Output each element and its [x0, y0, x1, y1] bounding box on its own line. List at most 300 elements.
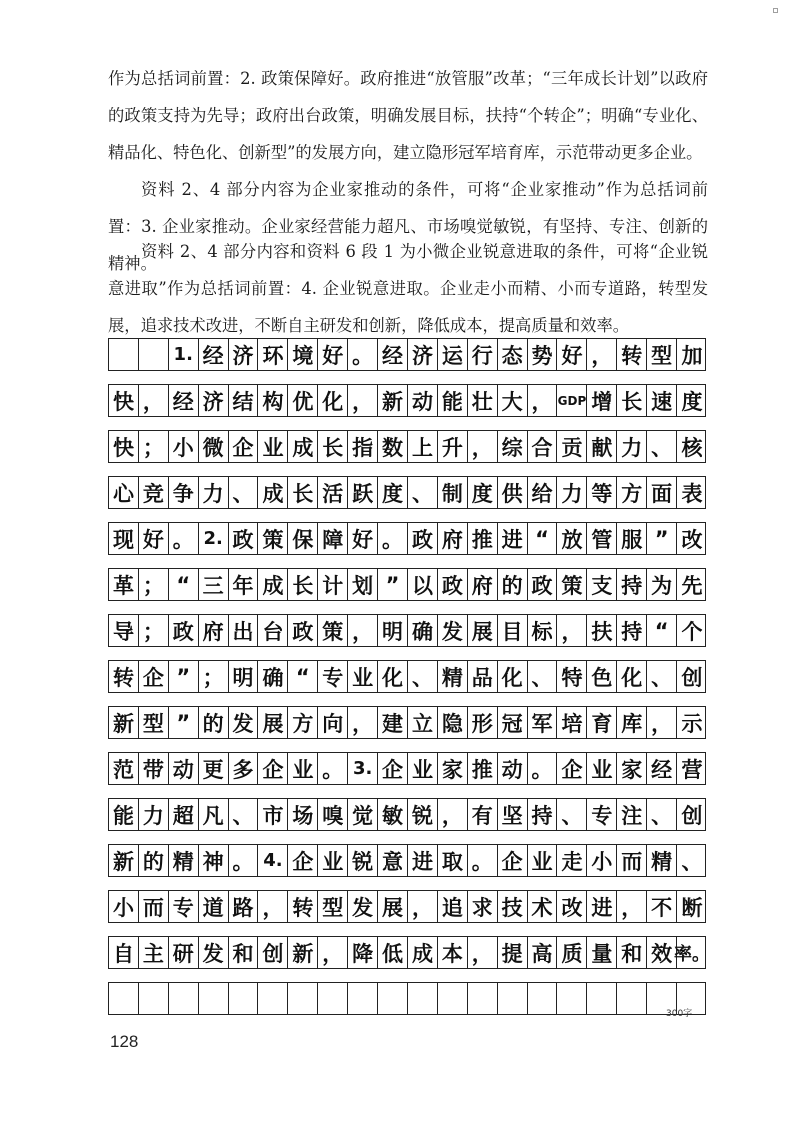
- grid-cell: 服: [617, 523, 647, 554]
- grid-cell: 嗅: [318, 799, 348, 830]
- grid-cell: 冠: [498, 707, 528, 738]
- grid-cell: 带: [139, 753, 169, 784]
- grid-cell: 先: [681, 573, 703, 598]
- grid-cell: 进: [408, 845, 438, 876]
- grid-cell: 方: [288, 707, 318, 738]
- grid-cell: 给: [528, 477, 558, 508]
- grid-cell: 推: [468, 523, 498, 554]
- grid-cell: 改: [558, 891, 588, 922]
- grid-cell: 、: [647, 799, 677, 830]
- grid-cell: 型: [647, 339, 677, 370]
- grid-cell: 好: [348, 523, 378, 554]
- grid-cell: 有: [468, 799, 498, 830]
- grid-cell: 低: [378, 937, 408, 968]
- grid-row: [108, 798, 706, 831]
- paragraph-policy: 作为总括词前置：2. 政策保障好。政府推进“放管服”改革；“三年成长计划”以政府的政策支持为先导；政府出台政策，明确发展目标，扶持“个转企”；明确“专业化、精品化、特色化、创新型”的发展方向，建立隐形冠军培育库，示范带动更多企业。: [108, 69, 708, 162]
- grid-cell: 、: [647, 431, 677, 462]
- grid-cell: 展: [259, 707, 289, 738]
- grid-cell: ；: [139, 615, 169, 646]
- grid-cell: 改: [681, 527, 703, 552]
- grid-cell: 业: [528, 845, 558, 876]
- grid-cell: 专: [318, 661, 348, 692]
- grid-cell: 策: [259, 523, 289, 554]
- grid-cell: ，: [468, 431, 498, 462]
- grid-cell: “: [169, 569, 199, 600]
- grid-cell: 经: [199, 339, 229, 370]
- grid-cell: 企: [558, 753, 588, 784]
- grid-cell: 政: [438, 569, 468, 600]
- grid-cell: [318, 983, 348, 1014]
- grid-cell: 型: [139, 707, 169, 738]
- grid-cell: 三: [199, 569, 229, 600]
- grid-cell: 而: [617, 845, 647, 876]
- grid-cell: 现: [109, 523, 139, 554]
- grid-cell: 意: [378, 845, 408, 876]
- grid-cell: 年: [229, 569, 259, 600]
- grid-cell: 企: [139, 661, 169, 692]
- grid-cell: 神: [199, 845, 229, 876]
- grid-cell: 化: [498, 661, 528, 692]
- grid-cell: 成: [259, 477, 289, 508]
- grid-row: [108, 936, 711, 969]
- grid-cell: 本: [438, 937, 468, 968]
- grid-cell: 活: [318, 477, 348, 508]
- grid-row: [108, 752, 706, 785]
- grid-cell: 企: [229, 431, 259, 462]
- grid-cell: 济: [408, 339, 438, 370]
- grid-cell: 化: [318, 385, 348, 416]
- grid-cell: 标: [528, 615, 558, 646]
- grid-cell: 划: [348, 569, 378, 600]
- grid-cell: 动: [408, 385, 438, 416]
- grid-row: [108, 384, 706, 417]
- grid-cell: 政: [408, 523, 438, 554]
- grid-cell: [498, 983, 528, 1014]
- grid-cell: 范: [109, 753, 139, 784]
- grid-cell: 1.: [169, 339, 199, 370]
- grid-cell: 高: [528, 937, 558, 968]
- grid-cell: [199, 983, 229, 1014]
- grid-cell: 争: [169, 477, 199, 508]
- grid-cell: 境: [288, 339, 318, 370]
- grid-cell: 业: [318, 845, 348, 876]
- grid-cell: 、: [408, 661, 438, 692]
- grid-cell: 建: [378, 707, 408, 738]
- grid-cell: 创: [681, 803, 703, 828]
- grid-cell: 导: [109, 615, 139, 646]
- grid-cell: 展: [378, 891, 408, 922]
- grid-cell: 敏: [378, 799, 408, 830]
- grid-cell: ，: [558, 615, 588, 646]
- grid-cell: 隐: [438, 707, 468, 738]
- grid-cell: 表: [681, 481, 703, 506]
- grid-row: [108, 522, 706, 555]
- grid-cell: 指: [348, 431, 378, 462]
- grid-cell: 障: [318, 523, 348, 554]
- grid-cell: ，: [348, 615, 378, 646]
- grid-cell: 放: [558, 523, 588, 554]
- grid-cell: 环: [259, 339, 289, 370]
- grid-cell: 动: [498, 753, 528, 784]
- grid-cell: 行: [468, 339, 498, 370]
- grid-cell: 长: [288, 477, 318, 508]
- grid-cell: 专: [169, 891, 199, 922]
- grid-cell: [468, 983, 498, 1014]
- grid-row: [108, 890, 706, 923]
- grid-cell: ；: [199, 661, 229, 692]
- grid-cell: 色: [587, 661, 617, 692]
- grid-cell: ，: [259, 891, 289, 922]
- grid-cell: 技: [498, 891, 528, 922]
- grid-cell: 力: [139, 799, 169, 830]
- grid-cell: 大: [498, 385, 528, 416]
- grid-cell: 小: [169, 431, 199, 462]
- grid-cell: 好: [318, 339, 348, 370]
- grid-cell: 府: [438, 523, 468, 554]
- word-count-label: 300字: [666, 1009, 693, 1019]
- grid-cell: 向: [318, 707, 348, 738]
- grid-cell: GDP: [558, 385, 588, 416]
- grid-cell: 能: [109, 799, 139, 830]
- grid-cell: “: [528, 523, 558, 554]
- grid-cell: 锐: [348, 845, 378, 876]
- grid-cell: ，: [587, 339, 617, 370]
- grid-cell: [438, 983, 468, 1014]
- grid-cell: 贡: [558, 431, 588, 462]
- grid-cell: 品: [468, 661, 498, 692]
- grid-cell: 转: [617, 339, 647, 370]
- grid-cell: ，: [528, 385, 558, 416]
- grid-cell: 。: [229, 845, 259, 876]
- grid-cell: 营: [681, 757, 703, 782]
- grid-cell: 成: [259, 569, 289, 600]
- grid-cell: 质: [558, 937, 588, 968]
- grid-cell: 、: [528, 661, 558, 692]
- grid-cell: 路: [229, 891, 259, 922]
- grid-cell: ，: [647, 707, 677, 738]
- grid-cell: 个: [681, 619, 703, 644]
- grid-cell: 力: [558, 477, 588, 508]
- grid-cell: 优: [288, 385, 318, 416]
- grid-cell: 出: [229, 615, 259, 646]
- grid-cell: 的: [199, 707, 229, 738]
- grid-cell: 上: [408, 431, 438, 462]
- paragraph-entrepreneur: 资料 2、4 部分内容为企业家推动的条件，可将“企业家推动”作为总括词前置：3. 企业家推动。企业家经营能力超凡、市场嗅觉敏锐，有坚持、专注、创新的精神。: [108, 180, 708, 273]
- grid-cell: 精: [647, 845, 677, 876]
- grid-cell: 政: [229, 523, 259, 554]
- grid-cell: [348, 983, 378, 1014]
- grid-cell: 企: [378, 753, 408, 784]
- grid-cell: ，: [468, 937, 498, 968]
- grid-cell: 家: [438, 753, 468, 784]
- grid-cell: “: [288, 661, 318, 692]
- grid-cell: 库: [617, 707, 647, 738]
- grid-cell: 新: [378, 385, 408, 416]
- grid-cell: 、: [229, 799, 259, 830]
- grid-cell: 业: [348, 661, 378, 692]
- grid-cell: 发: [438, 615, 468, 646]
- grid-cell: 势: [528, 339, 558, 370]
- grid-row: [108, 614, 706, 647]
- grid-cell: 持: [617, 615, 647, 646]
- grid-cell: 革: [109, 569, 139, 600]
- grid-cell: 、: [681, 849, 703, 874]
- grid-cell: 追: [438, 891, 468, 922]
- grid-cell: 好: [558, 339, 588, 370]
- grid-cell: 。: [528, 753, 558, 784]
- grid-cell: 新: [109, 707, 139, 738]
- grid-cell: 竞: [139, 477, 169, 508]
- grid-cell: 合: [528, 431, 558, 462]
- grid-cell: ”: [378, 569, 408, 600]
- page-number: 128: [110, 1032, 139, 1051]
- grid-cell: ；: [139, 569, 169, 600]
- grid-cell: 凡: [199, 799, 229, 830]
- grid-cell: 业: [288, 753, 318, 784]
- grid-row: [108, 982, 706, 1015]
- grid-cell: 方: [617, 477, 647, 508]
- grid-cell: 府: [468, 569, 498, 600]
- grid-cell: 度: [681, 389, 703, 414]
- grid-cell: 计: [318, 569, 348, 600]
- grid-cell: 经: [169, 385, 199, 416]
- grid-cell: [558, 983, 588, 1014]
- grid-cell: 管: [587, 523, 617, 554]
- grid-cell: 业: [587, 753, 617, 784]
- grid-cell: 转: [109, 661, 139, 692]
- grid-cell: 构: [259, 385, 289, 416]
- grid-cell: 自: [109, 937, 139, 968]
- grid-cell: 效: [647, 937, 677, 968]
- grid-cell: 运: [438, 339, 468, 370]
- grid-cell: 度: [378, 477, 408, 508]
- grid-row: [108, 476, 706, 509]
- grid-cell: 走: [558, 845, 588, 876]
- grid-cell: 超: [169, 799, 199, 830]
- grid-cell: 多: [229, 753, 259, 784]
- grid-cell: 支: [587, 569, 617, 600]
- grid-cell: 。: [378, 523, 408, 554]
- grid-cell: 献: [587, 431, 617, 462]
- grid-cell: 济: [229, 339, 259, 370]
- grid-cell: ；: [139, 431, 169, 462]
- grid-cell: 府: [199, 615, 229, 646]
- grid-cell: 立: [408, 707, 438, 738]
- grid-cell: 发: [348, 891, 378, 922]
- grid-cell: [109, 339, 139, 370]
- grid-cell: 明: [229, 661, 259, 692]
- grid-row: [108, 430, 706, 463]
- grid-cell: [587, 983, 617, 1014]
- grid-cell: 微: [199, 431, 229, 462]
- grid-cell: 企: [498, 845, 528, 876]
- grid-cell: 型: [318, 891, 348, 922]
- grid-cell: 确: [408, 615, 438, 646]
- grid-cell: 化: [617, 661, 647, 692]
- grid-cell: 示: [681, 711, 703, 736]
- grid-cell: 业: [259, 431, 289, 462]
- grid-cell: 心: [109, 477, 139, 508]
- grid-row: [108, 338, 706, 371]
- grid-cell: 不: [647, 891, 677, 922]
- grid-cell: [408, 983, 438, 1014]
- grid-cell: 扶: [587, 615, 617, 646]
- grid-cell: 长: [288, 569, 318, 600]
- grid-cell: 而: [139, 891, 169, 922]
- corner-mark-icon: [773, 8, 778, 13]
- grid-cell: 4.: [259, 845, 289, 876]
- grid-cell: ，: [348, 385, 378, 416]
- grid-row: [108, 706, 706, 739]
- grid-cell: 升: [438, 431, 468, 462]
- grid-cell: 精: [169, 845, 199, 876]
- grid-cell: 育: [587, 707, 617, 738]
- grid-cell: 企: [259, 753, 289, 784]
- grid-cell: 明: [378, 615, 408, 646]
- grid-cell: 台: [259, 615, 289, 646]
- grid-cell: 发: [199, 937, 229, 968]
- answer-grid: [108, 338, 711, 1028]
- grid-cell: 、: [558, 799, 588, 830]
- grid-cell: ，: [408, 891, 438, 922]
- grid-cell: 坚: [498, 799, 528, 830]
- grid-cell: [139, 983, 169, 1014]
- grid-cell: [528, 983, 558, 1014]
- grid-cell: 注: [617, 799, 647, 830]
- grid-cell: 率。: [674, 943, 711, 965]
- grid-cell: 场: [288, 799, 318, 830]
- grid-cell: 政: [528, 569, 558, 600]
- grid-cell: ”: [169, 707, 199, 738]
- grid-cell: 培: [558, 707, 588, 738]
- grid-cell: 。: [468, 845, 498, 876]
- grid-cell: 觉: [348, 799, 378, 830]
- grid-cell: 创: [681, 665, 703, 690]
- grid-row: [108, 568, 706, 601]
- grid-row: [108, 660, 706, 693]
- grid-cell: [139, 339, 169, 370]
- grid-cell: 核: [681, 435, 703, 460]
- grid-cell: 企: [288, 845, 318, 876]
- grid-cell: 经: [647, 753, 677, 784]
- grid-cell: 经: [378, 339, 408, 370]
- grid-cell: 推: [468, 753, 498, 784]
- grid-cell: ”: [169, 661, 199, 692]
- grid-cell: 长: [617, 385, 647, 416]
- grid-cell: 降: [348, 937, 378, 968]
- grid-cell: 新: [109, 845, 139, 876]
- grid-cell: 和: [617, 937, 647, 968]
- grid-cell: 增: [587, 385, 617, 416]
- grid-cell: 快: [109, 431, 139, 462]
- grid-cell: 特: [558, 661, 588, 692]
- grid-cell: 专: [587, 799, 617, 830]
- grid-cell: 。: [318, 753, 348, 784]
- grid-cell: 度: [468, 477, 498, 508]
- grid-cell: 策: [318, 615, 348, 646]
- grid-cell: 力: [199, 477, 229, 508]
- grid-cell: [378, 983, 408, 1014]
- grid-cell: 研: [169, 937, 199, 968]
- grid-cell: 结: [229, 385, 259, 416]
- grid-cell: 能: [438, 385, 468, 416]
- grid-cell: 为: [647, 569, 677, 600]
- grid-cell: 新: [288, 937, 318, 968]
- grid-cell: 进: [498, 523, 528, 554]
- grid-cell: 以: [408, 569, 438, 600]
- grid-cell: 态: [498, 339, 528, 370]
- grid-cell: 数: [378, 431, 408, 462]
- grid-cell: [169, 983, 199, 1014]
- paragraph-enterprise: 资料 2、4 部分内容和资料 6 段 1 为小微企业锐意进取的条件，可将“企业锐意进取”作为总括词前置：4. 企业锐意进取。企业走小而精、小而专道路，转型发展，追求技术改进，不断自主研发和创新，降低成本，提高质量和效率。: [108, 242, 708, 335]
- grid-cell: 创: [259, 937, 289, 968]
- grid-cell: ，: [617, 891, 647, 922]
- grid-cell: 的: [498, 569, 528, 600]
- grid-cell: 精: [438, 661, 468, 692]
- grid-cell: 。: [348, 339, 378, 370]
- grid-cell: 持: [617, 569, 647, 600]
- grid-cell: [109, 983, 139, 1014]
- grid-cell: 长: [318, 431, 348, 462]
- grid-cell: 。: [169, 523, 199, 554]
- grid-cell: 动: [169, 753, 199, 784]
- grid-cell: 好: [139, 523, 169, 554]
- grid-cell: 跃: [348, 477, 378, 508]
- grid-cell: 力: [617, 431, 647, 462]
- grid-cell: 2.: [199, 523, 229, 554]
- grid-cell: 断: [681, 895, 703, 920]
- grid-cell: 道: [199, 891, 229, 922]
- grid-cell: 等: [587, 477, 617, 508]
- grid-cell: 济: [199, 385, 229, 416]
- grid-cell: ，: [438, 799, 468, 830]
- grid-cell: ，: [139, 385, 169, 416]
- grid-cell: 保: [288, 523, 318, 554]
- grid-cell: 3.: [348, 753, 378, 784]
- grid-cell: 的: [139, 845, 169, 876]
- grid-cell: 主: [139, 937, 169, 968]
- grid-cell: 取: [438, 845, 468, 876]
- grid-cell: ，: [318, 937, 348, 968]
- grid-cell: 军: [528, 707, 558, 738]
- grid-cell: 业: [408, 753, 438, 784]
- grid-cell: 发: [229, 707, 259, 738]
- grid-cell: [259, 983, 289, 1014]
- grid-cell: 市: [259, 799, 289, 830]
- grid-cell: 化: [378, 661, 408, 692]
- grid-cell: 供: [498, 477, 528, 508]
- grid-cell: 、: [647, 661, 677, 692]
- grid-cell: 和: [229, 937, 259, 968]
- grid-cell: 小: [587, 845, 617, 876]
- grid-cell: 速: [647, 385, 677, 416]
- grid-cell: ，: [348, 707, 378, 738]
- grid-cell: 家: [617, 753, 647, 784]
- grid-cell: 更: [199, 753, 229, 784]
- grid-cell: [229, 983, 259, 1014]
- grid-cell: 制: [438, 477, 468, 508]
- grid-cell: 策: [558, 569, 588, 600]
- grid-cell: 政: [169, 615, 199, 646]
- grid-cell: 快: [109, 385, 139, 416]
- grid-cell: 展: [468, 615, 498, 646]
- grid-cell: 面: [647, 477, 677, 508]
- grid-cell: 壮: [468, 385, 498, 416]
- grid-cell: 锐: [408, 799, 438, 830]
- grid-cell: 转: [288, 891, 318, 922]
- grid-cell: 量: [587, 937, 617, 968]
- grid-cell: 加: [681, 343, 703, 368]
